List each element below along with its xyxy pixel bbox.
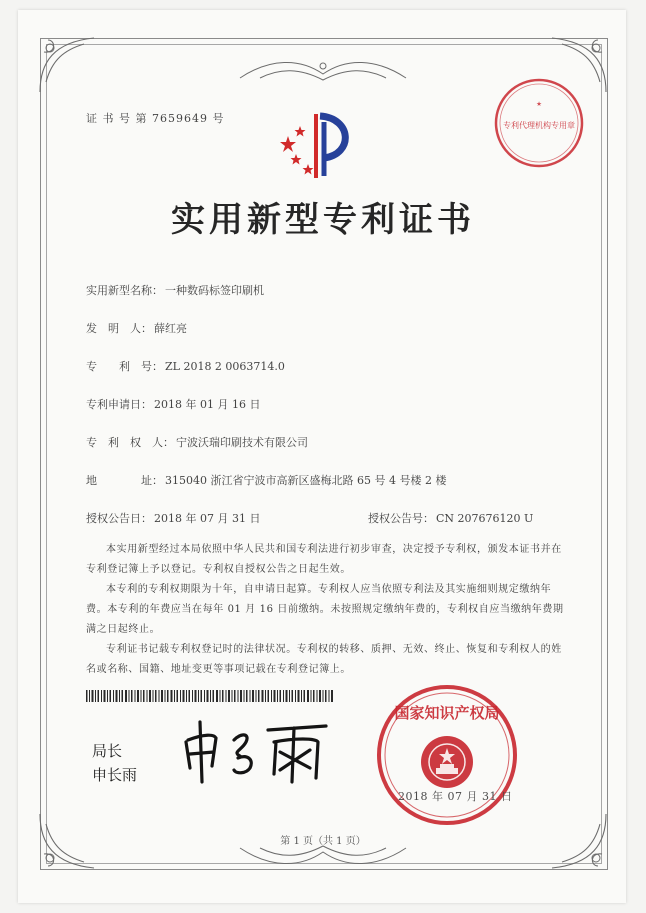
certificate-body	[86, 540, 564, 680]
barcode	[86, 690, 334, 702]
svg-text:★: ★	[536, 100, 542, 108]
official-name: 申长雨	[92, 766, 138, 784]
field-patentee	[86, 434, 308, 450]
certificate-title: 实用新型专利证书	[171, 200, 475, 240]
top-left-ornament	[34, 32, 104, 102]
field-value: 一种数码标签印刷机	[165, 284, 264, 297]
field-value: CN 207676120 U	[436, 512, 534, 525]
official-title: 局长	[92, 742, 123, 760]
field-label: 授权公告日：	[86, 512, 152, 525]
field-label: 发 明 人：	[86, 322, 152, 335]
field-value: 2018 年 07 月 31 日	[154, 512, 261, 525]
field-application-date	[86, 396, 260, 412]
field-value: 2018 年 01 月 16 日	[154, 398, 261, 411]
field-value: 宁波沃瑞印刷技术有限公司	[176, 436, 308, 449]
national-emblem-icon	[421, 736, 473, 788]
grant-date-stamp: 2018 年 07 月 31 日	[398, 790, 513, 803]
paragraph: 本实用新型经过本局依照中华人民共和国专利法进行初步审查，决定授予专利权，颁发本证书并在专利登记簿上予以登记。专利权自授权公告之日起生效。	[86, 544, 562, 575]
paragraph: 本专利的专利权期限为十年，自申请日起算。专利权人应当依照专利法及其实施细则规定缴纳年费。本专利的年费应当在每年 01 月 16 日前缴纳。未按照规定缴纳年费的，专利权自应当缴纳年费期满之日起终止。	[86, 584, 564, 635]
agency-seal	[492, 76, 586, 170]
field-label: 地 址：	[86, 474, 163, 487]
certificate-number: 证 书 号 第 7659649 号	[86, 112, 225, 125]
page-number: 第 1 页（共 1 页）	[280, 836, 366, 847]
seal-text: 国家知识产权局	[394, 704, 500, 722]
field-patent-number	[86, 358, 285, 374]
field-label: 专利申请日：	[86, 398, 152, 411]
field-address	[86, 472, 446, 488]
field-label: 专 利 权 人：	[86, 436, 174, 449]
field-label: 授权公告号：	[368, 512, 434, 525]
field-value: 薛红亮	[154, 322, 187, 335]
agency-seal-text: 专利代理机构专用章	[503, 121, 575, 130]
signature-image	[176, 712, 336, 788]
field-label: 专 利 号：	[86, 360, 163, 373]
field-inventor	[86, 320, 187, 336]
field-grant-announcement-date	[86, 510, 260, 526]
paragraph: 专利证书记载专利权登记时的法律状况。专利权的转移、质押、无效、终止、恢复和专利权人的姓名或名称、国籍、地址变更等事项记载在专利登记簿上。	[86, 644, 562, 675]
field-value: 315040 浙江省宁波市高新区盛梅北路 65 号 4 号楼 2 楼	[165, 474, 447, 487]
cnipa-official-seal	[372, 680, 522, 830]
top-center-ornament	[230, 56, 416, 86]
field-grant-announcement-number	[368, 510, 533, 526]
field-utility-model-name	[86, 282, 264, 298]
cnipa-logo-icon	[270, 104, 370, 184]
field-label: 实用新型名称：	[86, 284, 163, 297]
field-value: ZL 2018 2 0063714.0	[165, 360, 285, 373]
